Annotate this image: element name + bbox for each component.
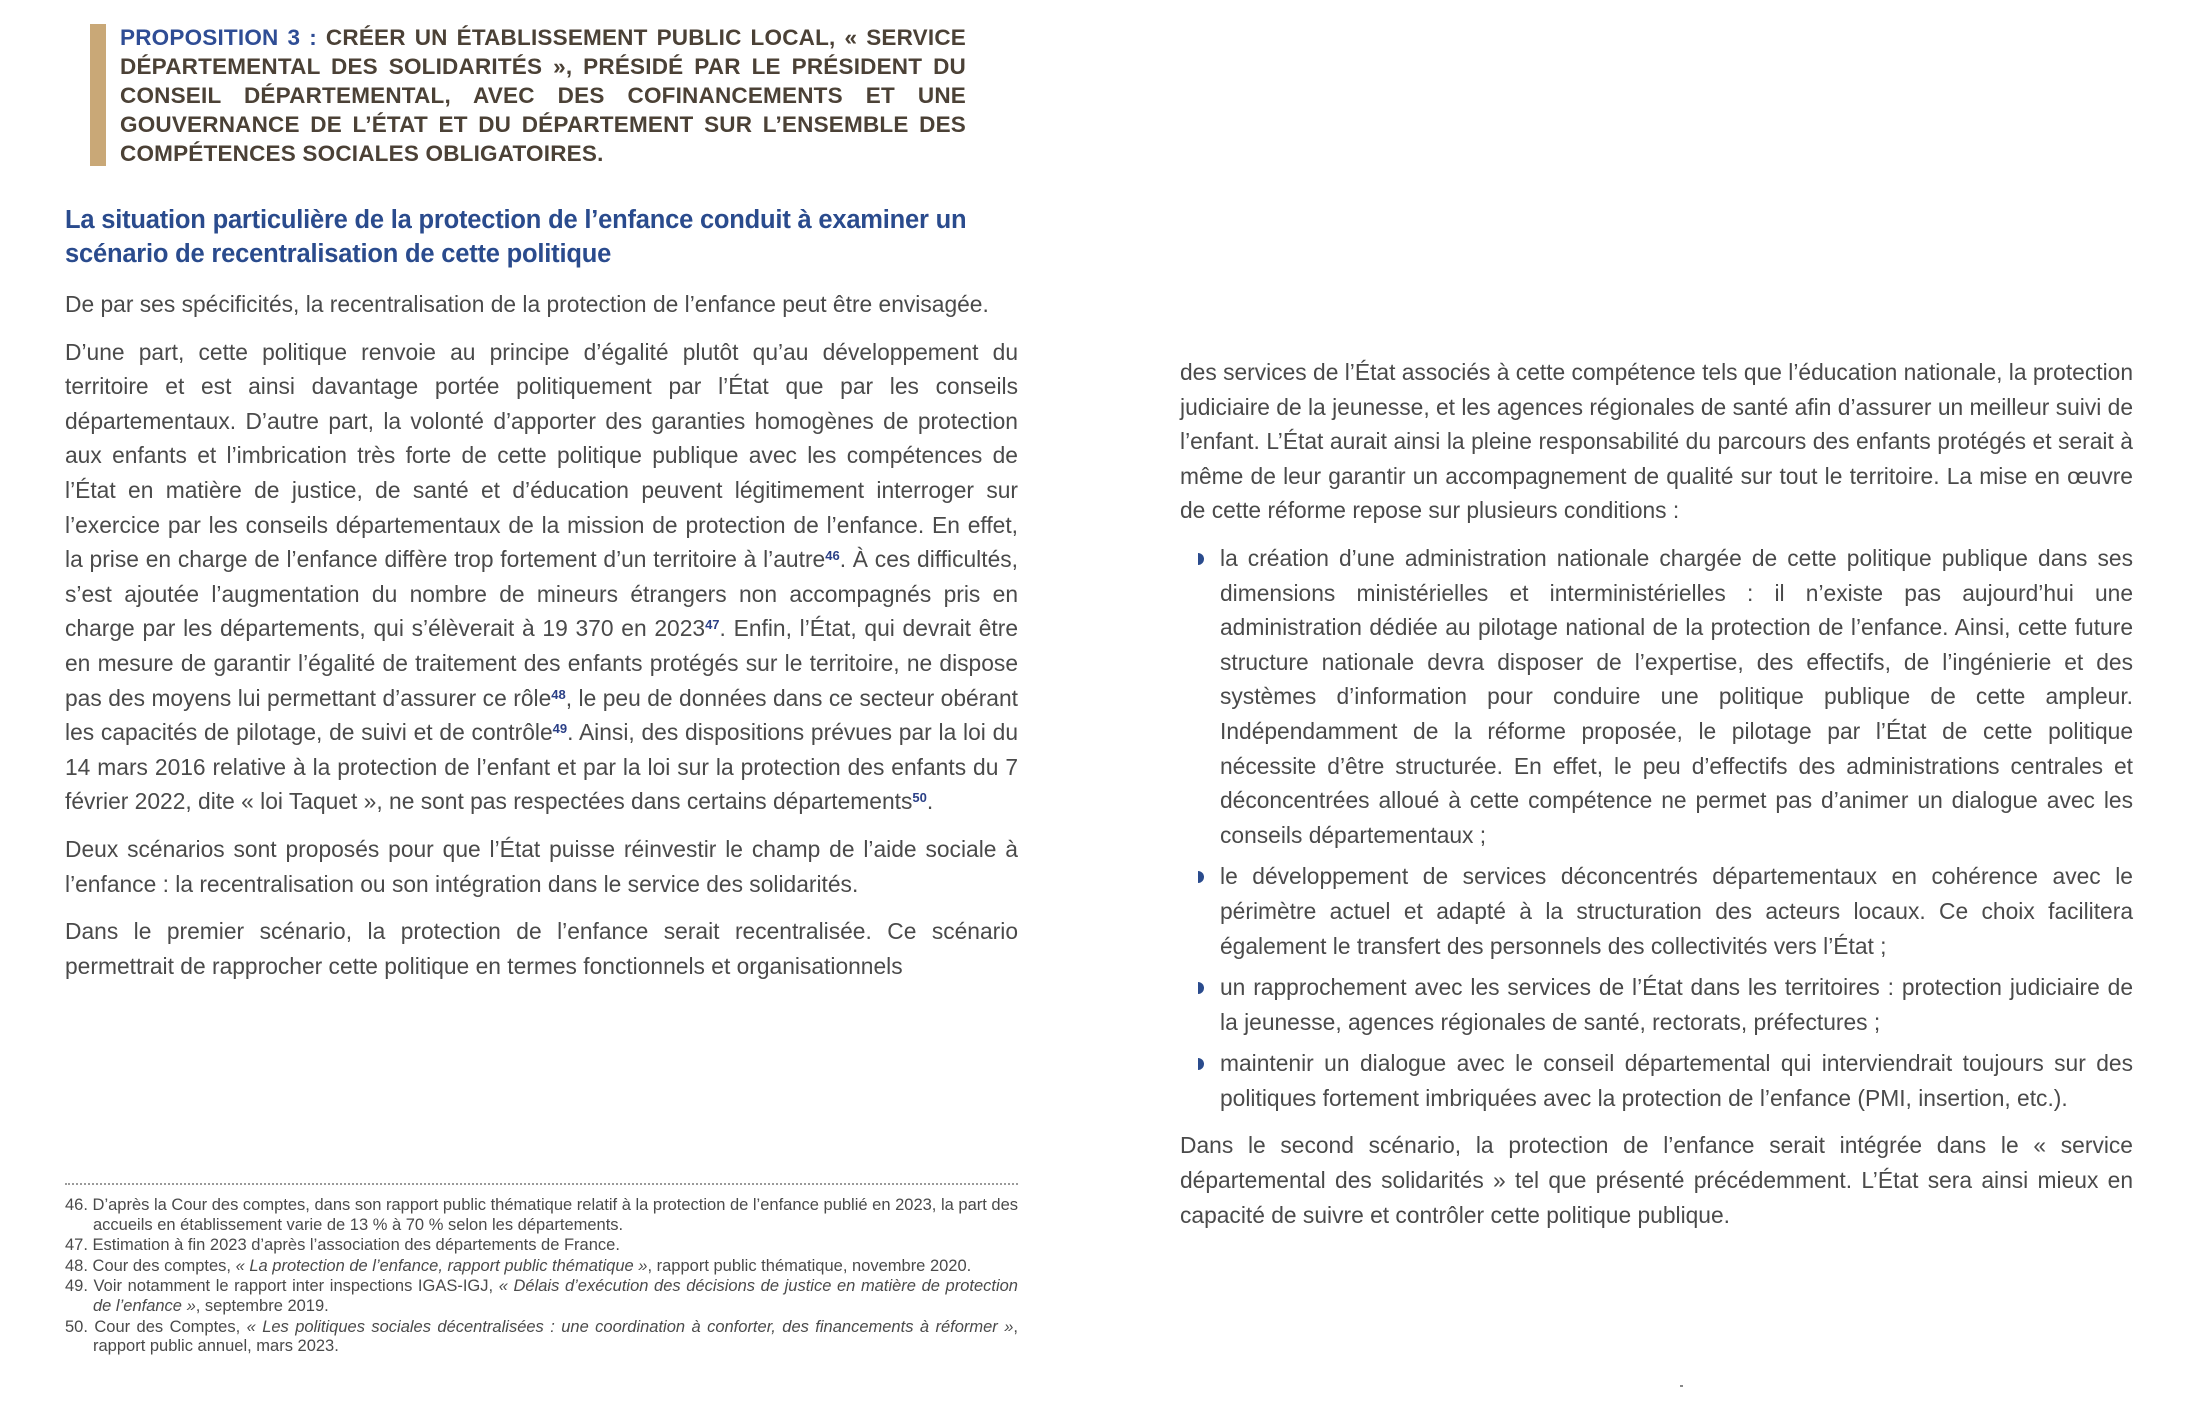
footnote-text: , septembre 2019. (195, 1296, 329, 1315)
list-item-text: la création d’une administration nationale chargée de cette politique publique dans ses dimensions ministérielles et interministérielles : il n’existe pas aujourd’hui une administration dédiée au pilotage national de la protection de l’enfance. Ainsi, cette future structure nationale devra disposer de l’expertise, des effectifs, de l’ingénierie et des systèmes d’information pour conduire une politique publique de cette ampleur. Indépendamment de la réforme proposée, le pilotage par l’État de cette politique nécessite d’être structurée. En effet, le peu d’effectifs des administrations centrales et déconcentrées alloué à cette compétence ne permet pas d’animer un dialogue avec les conseils départementaux ; (1220, 544, 2133, 848)
footnote-text: Cour des comptes, (92, 1256, 236, 1275)
list-item-text: maintenir un dialogue avec le conseil départemental qui interviendrait toujours sur des politiques fortement imbriquées avec la protection de l’enfance (PMI, insertion, etc.). (1220, 1050, 2133, 1111)
paragraph-first-scenario: Dans le premier scénario, la protection de l’enfance serait recentralisée. Ce scénario permettrait de rapprocher cette politique en termes fonctionnels et organisationnels (65, 918, 1018, 979)
paragraph-continuation: des services de l’État associés à cette compétence tels que l’éducation nationale, la protection judiciaire de la jeunesse, et les agences régionales de santé afin d’assurer un meilleur suivi de l’enfant. L’État aurait ainsi la pleine responsabilité du parcours des enfants protégés et serait à même de leur garantir un accompagnement de qualité sur tout le territoire. La mise en œuvre de cette réforme repose sur plusieurs conditions : (1180, 359, 2133, 524)
footnote-text: Estimation à fin 2023 d’après l’association des départements de France. (92, 1236, 620, 1255)
proposition-text (120, 23, 966, 168)
list-item-text: un rapprochement avec les services de l’État dans les territoires : protection judiciaire de la jeunesse, agences régionales de santé, rectorats, préfectures ; (1220, 974, 2133, 1035)
footnote-number: 49. (65, 1277, 88, 1296)
footnote-text: D’après la Cour des comptes, dans son rapport public thématique relatif à la protection de l’enfance publié en 2023, la part des accueils en établissement varie de 13 % à 70 % selon les départements. (92, 1196, 1019, 1234)
footnote-ref-48[interactable]: 48 (551, 686, 566, 702)
text-run: . Ainsi, des dispositions prévues par la loi du 14 mars 2016 relative à la protection de l’enfant et par la loi sur la protection des enfants du 7 février 2022, dite « loi Taquet », ne sont pas respectées dans certains départements (65, 719, 1018, 815)
text-run: , le peu de données dans ce secteur obérant les capacités de pilotage, de suivi et de contrôle (65, 684, 1018, 746)
footnote-text: Voir notamment le rapport inter inspections IGAS-IGJ, (93, 1277, 499, 1296)
text-run: . (926, 788, 934, 815)
footnote-ref-50[interactable]: 50 (912, 790, 927, 806)
left-column (65, 203, 1018, 996)
proposition-callout (90, 24, 970, 166)
paragraph-arguments (65, 335, 1018, 819)
footnote-text: , rapport public annuel, mars 2023. (93, 1317, 1018, 1356)
footnote-number: 47. (65, 1236, 88, 1255)
footnote-48 (65, 1257, 1018, 1277)
bullet-icon (1198, 871, 1204, 883)
list-item (1180, 970, 2133, 1039)
footnote-text: , rapport public thématique, novembre 2020. (647, 1256, 972, 1275)
paragraph-second-scenario: Dans le second scénario, la protection de l’enfance serait intégrée dans le « service départemental des solidarités » tel que présenté précédemment. L’État sera ainsi mieux en capacité de suivre et contrôler cette politique publique. (1180, 1132, 2133, 1228)
footnote-50 (65, 1318, 1018, 1357)
list-item (1180, 541, 2133, 852)
footnote-title: « La protection de l’enfance, rapport public thématique » (235, 1256, 648, 1275)
footnote-ref-46[interactable]: 46 (825, 548, 840, 564)
footnote-47 (65, 1236, 1018, 1256)
list-item (1180, 1046, 2133, 1115)
footnote-divider (65, 1183, 1018, 1185)
footnote-title: « Les politiques sociales décentralisées : une coordination à conforter, des financements à réformer » (246, 1317, 1014, 1336)
paragraph-intro: De par ses spécificités, la recentralisation de la protection de l’enfance peut être envisagée. (65, 291, 989, 317)
text-run: . Enfin, l’État, qui devrait être en mesure de garantir l’égalité de traitement des enfants protégés sur le territoire, ne dispose pas des moyens lui permettant d’assurer ce rôle (65, 615, 1018, 711)
footnotes (65, 1196, 1018, 1358)
right-column (1180, 355, 2133, 1245)
footnote-number: 50. (65, 1317, 88, 1336)
conditions-list (1180, 541, 2133, 1116)
text-run: . À ces difficultés, s’est ajoutée l’augmentation du nombre de mineurs étrangers non accompagnés pris en charge par les départements, qui s’élèverait à 19 370 en 2023 (65, 546, 1018, 642)
callout-accent-bar (90, 24, 106, 166)
footnote-ref-49[interactable]: 49 (552, 721, 568, 737)
page-mark (1680, 1385, 1683, 1387)
footnote-number: 48. (65, 1256, 88, 1275)
footnote-ref-47[interactable]: 47 (705, 617, 720, 633)
footnote-number: 46. (65, 1196, 88, 1214)
section-heading: La situation particulière de la protection de l’enfance conduit à examiner un scénario de recentralisation de cette politique (65, 206, 967, 268)
proposition-body: CRÉER UN ÉTABLISSEMENT PUBLIC LOCAL, « SERVICE DÉPARTEMENTAL DES SOLIDARITÉS », PRÉSIDÉ PAR LE PRÉSIDENT DU CONSEIL DÉPARTEMENTAL, AVEC DES COFINANCEMENTS ET UNE GOUVERNANCE DE L’ÉTAT ET DU DÉPARTEMENT SUR L’ENSEMBLE DES COMPÉTENCES SOCIALES OBLIGATOIRES. (120, 25, 966, 166)
bullet-icon (1198, 1058, 1204, 1070)
footnote-title: « Délais d’exécution des décisions de justice en matière de protection de l’enfance » (93, 1277, 1018, 1315)
list-item-text: le développement de services déconcentrés départementaux en cohérence avec le périmètre actuel et adapté à la structuration des acteurs locaux. Ce choix facilitera également le transfert des personnels des collectivités vers l’État ; (1220, 863, 2133, 959)
proposition-label: PROPOSITION 3 : (120, 25, 317, 50)
text-run: D’une part, cette politique renvoie au principe d’égalité plutôt qu’au développement du territoire et est ainsi davantage portée politiquement par l’État que par les conseils départementaux. D’autre part, la volonté d’apporter des garanties homogènes de protection aux enfants et l’imbrication très forte de cette politique publique avec les compétences de l’État en matière de justice, de santé et d’éducation peuvent légitimement interroger sur l’exercice par les conseils départementaux de la mission de protection de l’enfance. En effet, la prise en charge de l’enfance diffère trop fortement d’un territoire à l’autre (65, 338, 1018, 573)
paragraph-two-scenarios: Deux scénarios sont proposés pour que l’État puisse réinvestir le champ de l’aide sociale à l’enfance : la recentralisation ou son intégration dans le service des solidarités. (65, 835, 1018, 897)
bullet-icon (1198, 553, 1204, 565)
footnote-49 (65, 1277, 1018, 1316)
list-item (1180, 859, 2133, 963)
bullet-icon (1198, 982, 1204, 994)
footnote-text: Cour des Comptes, (94, 1317, 247, 1336)
footnote-46 (65, 1196, 1018, 1235)
